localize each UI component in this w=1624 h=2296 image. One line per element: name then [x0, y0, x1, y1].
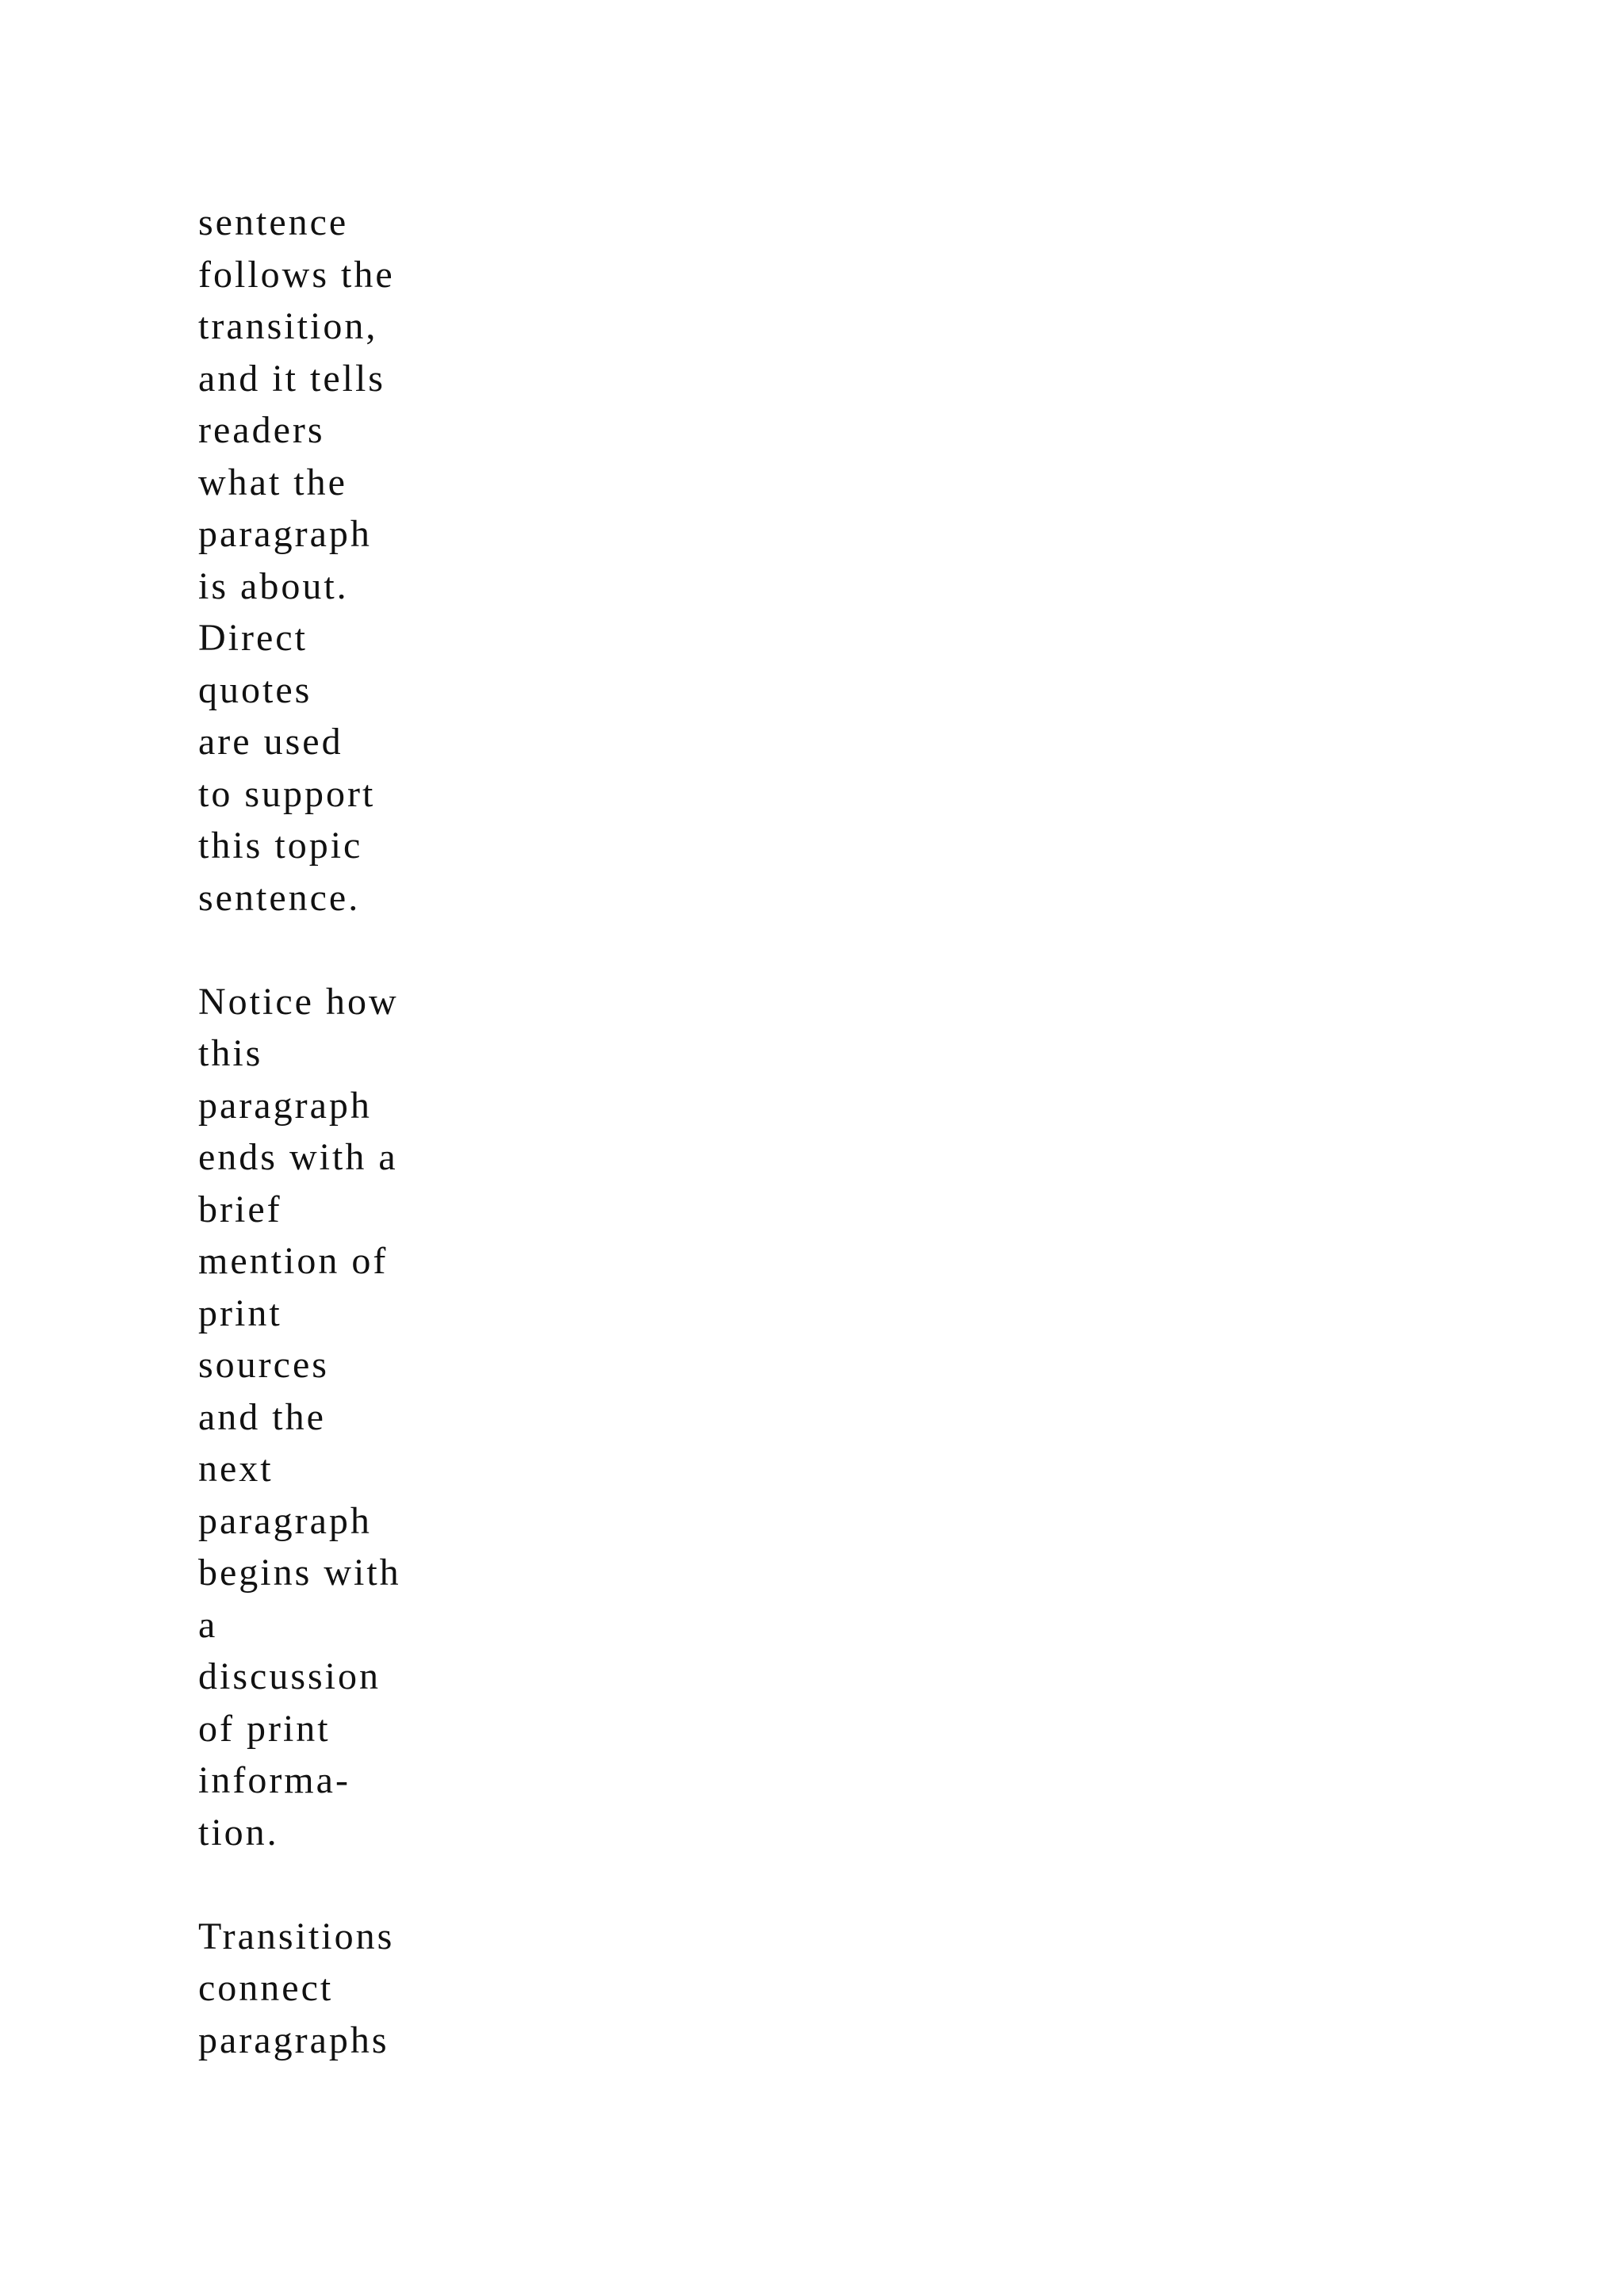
text-line: paragraphs — [198, 2019, 389, 2061]
text-line: this — [198, 1032, 263, 1074]
text-line: Notice how — [198, 980, 399, 1023]
text-line: and it tells — [198, 357, 385, 400]
text-line: sentence — [198, 201, 349, 243]
text-line: tion. — [198, 1811, 279, 1854]
text-line: next — [198, 1448, 274, 1490]
text-line: is about. — [198, 564, 349, 607]
text-line: sources — [198, 1344, 329, 1386]
text-line: transition, — [198, 305, 378, 347]
text-line: and the — [198, 1395, 326, 1438]
text-line: a — [198, 1603, 218, 1646]
paragraph-2 — [198, 976, 674, 1859]
text-line: print — [198, 1292, 282, 1334]
text-line: brief — [198, 1188, 282, 1230]
text-line: connect — [198, 1967, 334, 2009]
text-line: are used — [198, 721, 343, 763]
text-column — [198, 197, 674, 2118]
text-line: to support — [198, 772, 376, 815]
text-line: what the — [198, 461, 347, 503]
text-line: paragraph — [198, 1084, 372, 1127]
text-line: follows the — [198, 253, 395, 296]
paragraph-1 — [198, 197, 674, 924]
text-line: discussion — [198, 1655, 381, 1697]
text-line: paragraph — [198, 513, 372, 555]
text-line: informa- — [198, 1759, 350, 1801]
text-line: paragraph — [198, 1499, 372, 1542]
text-line: Transitions — [198, 1915, 395, 1957]
text-line: mention of — [198, 1240, 389, 1282]
paragraph-3 — [198, 1911, 674, 2067]
text-line: ends with a — [198, 1136, 398, 1178]
text-line: of print — [198, 1707, 331, 1750]
text-line: begins with — [198, 1552, 401, 1594]
text-line: this topic — [198, 825, 363, 867]
text-line: quotes — [198, 668, 312, 711]
text-line: sentence. — [198, 876, 361, 919]
text-line: readers — [198, 409, 325, 451]
text-line: Direct — [198, 617, 308, 659]
